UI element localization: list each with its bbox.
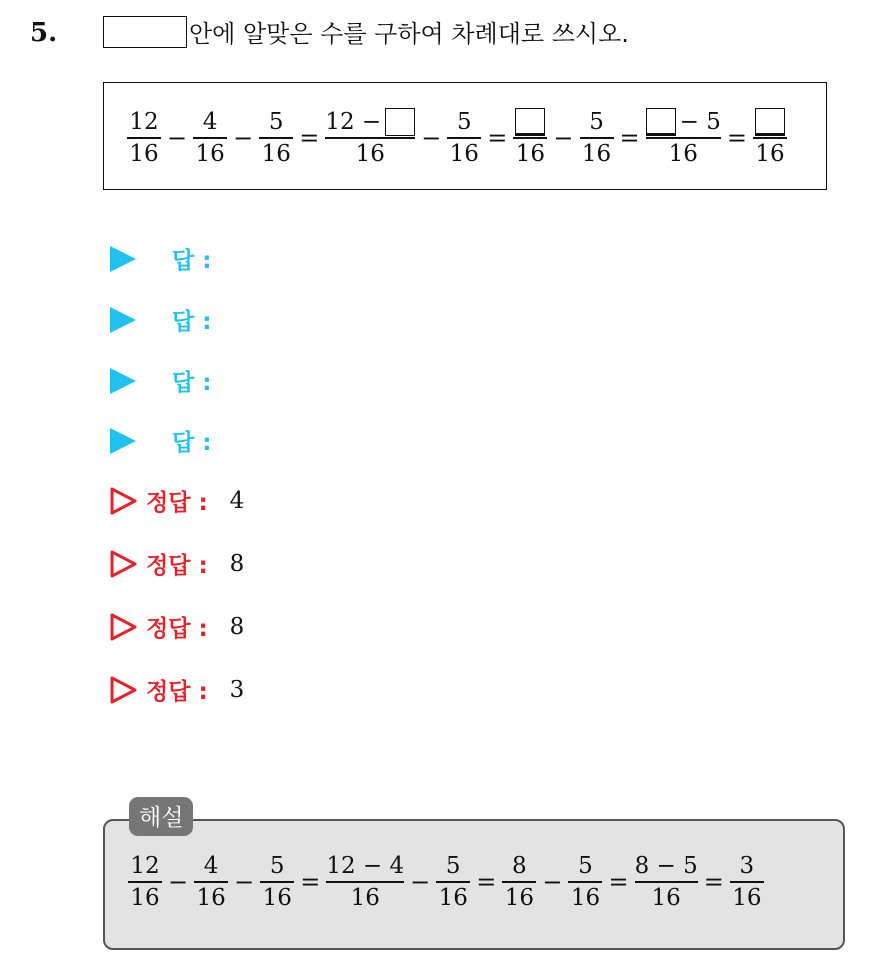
fraction: $\frac{12}{16}$ [127, 107, 161, 169]
fraction: $\frac{3}{16}$ [730, 851, 764, 913]
minus-sign: − [421, 123, 442, 152]
minus-sign: − [234, 867, 255, 896]
answer-key-row [110, 547, 244, 580]
answer-key-row [110, 673, 244, 706]
minus-sign: − [410, 867, 431, 896]
answer-row [110, 424, 211, 457]
answer-key-label: 정답 : [146, 679, 208, 705]
outline-triangle-icon [110, 486, 138, 516]
equals-sign: = [487, 123, 508, 152]
fraction: $\frac{5}{16}$ [568, 851, 602, 913]
fraction: $\frac{12}{16}$ [128, 851, 162, 913]
outline-triangle-icon [110, 549, 138, 579]
fraction: $\frac{5}{16}$ [580, 107, 614, 169]
answer-key-label: 정답 : [146, 553, 208, 579]
fraction: $\frac{4}{16}$ [193, 107, 227, 169]
play-triangle-icon [110, 428, 136, 454]
equals-sign: = [299, 123, 320, 152]
fraction: $\frac{12 - 4}{16}$ [326, 853, 405, 911]
answer-label: 답 : [172, 248, 212, 274]
minus-sign: − [167, 123, 188, 152]
answer-blank [515, 108, 545, 136]
answer-row [110, 303, 211, 336]
answer-label: 답 : [172, 309, 212, 335]
answer-blank [646, 108, 676, 136]
play-triangle-icon [110, 307, 136, 333]
answer-key-row [110, 484, 244, 517]
equals-sign: = [726, 123, 747, 152]
explanation-equation [125, 851, 767, 913]
equals-sign: = [476, 867, 497, 896]
explanation-tag: 해설 [129, 797, 193, 836]
minus-sign: − [553, 123, 574, 152]
equals-sign: = [300, 867, 321, 896]
question-text: 안에 알맞은 수를 구하여 차례대로 쓰시오. [189, 20, 629, 48]
play-triangle-icon [110, 246, 136, 272]
answer-key-label: 정답 : [146, 490, 208, 516]
fraction: $\frac{5}{16}$ [436, 851, 470, 913]
outline-triangle-icon [110, 612, 138, 642]
equation [124, 107, 790, 169]
minus-sign: − [542, 867, 563, 896]
answer-label: 답 : [172, 370, 212, 396]
explanation-box [103, 819, 845, 950]
outline-triangle-icon [110, 675, 138, 705]
question-line [103, 14, 629, 49]
fraction: $\frac{5}{16}$ [260, 851, 294, 913]
answer-key-label: 정답 : [146, 616, 208, 642]
answer-key-value: 4 [229, 487, 245, 514]
fraction: $\frac{4}{16}$ [194, 851, 228, 913]
equation-box [103, 82, 827, 190]
fraction: 16 [513, 107, 547, 169]
answer-blank [755, 108, 785, 136]
equals-sign: = [703, 867, 724, 896]
answer-blank [385, 108, 415, 136]
fraction: $\frac{12 -}{16}$ [325, 107, 415, 169]
blank-box [103, 16, 187, 48]
play-triangle-icon [110, 368, 136, 394]
question-number: 5. [30, 18, 58, 48]
fraction: $\frac{5}{16}$ [447, 107, 481, 169]
minus-sign: − [168, 867, 189, 896]
fraction: 16 [753, 107, 787, 169]
answer-key-value: 8 [229, 613, 245, 640]
equals-sign: = [619, 123, 640, 152]
answer-key-row [110, 610, 244, 643]
answer-key-value: 8 [229, 550, 245, 577]
fraction: $\frac{- 5}{16}$ [646, 107, 721, 169]
fraction: $\frac{8 - 5}{16}$ [634, 853, 698, 911]
answer-key-value: 3 [229, 676, 245, 703]
equals-sign: = [608, 867, 629, 896]
fraction: $\frac{8}{16}$ [502, 851, 536, 913]
fraction: $\frac{5}{16}$ [259, 107, 293, 169]
answer-row [110, 364, 211, 397]
minus-sign: − [233, 123, 254, 152]
answer-label: 답 : [172, 430, 212, 456]
answer-row [110, 242, 211, 275]
